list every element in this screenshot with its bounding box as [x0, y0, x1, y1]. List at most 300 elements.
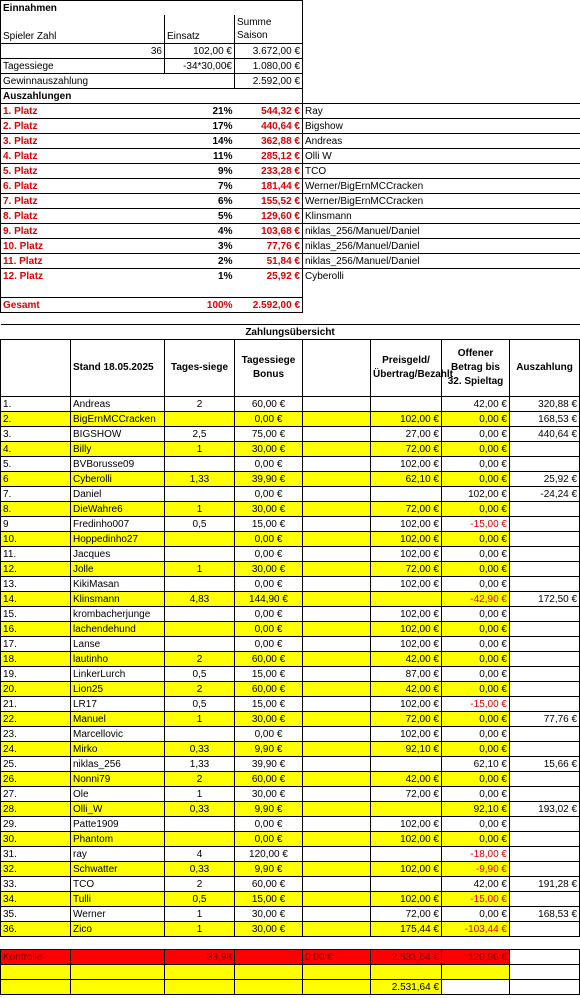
player-name: Schwatter: [71, 862, 165, 877]
row-number: 21.: [1, 697, 71, 712]
platz-betrag: 77,76 €: [235, 239, 303, 254]
preisgeld-value: 102,00 €: [371, 727, 442, 742]
platz-label: 6. Platz: [1, 179, 71, 194]
platz-label: 1. Platz: [1, 104, 71, 119]
bonus-value: 30,00 €: [235, 712, 303, 727]
offen-value: 92,10 €: [442, 802, 510, 817]
kontrolle-tagessiege: 33,98: [165, 950, 235, 965]
preisgeld-value: [371, 802, 442, 817]
einsatz-value: 102,00 €: [165, 44, 235, 59]
auszahlung-value: [510, 637, 580, 652]
bonus-value: 9,90 €: [235, 742, 303, 757]
offen-value: 0,00 €: [442, 652, 510, 667]
tagessiege-count: [165, 727, 235, 742]
preisgeld-value: [371, 592, 442, 607]
auszahlung-value: [510, 862, 580, 877]
auszahlung-value: 25,92 €: [510, 472, 580, 487]
preisgeld-value: 102,00 €: [371, 697, 442, 712]
tagessiege-count: 2: [165, 652, 235, 667]
bonus-value: 0,00 €: [235, 832, 303, 847]
row-number: 19.: [1, 667, 71, 682]
offen-value: 0,00 €: [442, 907, 510, 922]
auszahlung-value: [510, 442, 580, 457]
platz-name: Andreas: [303, 134, 580, 149]
table-row: [1, 607, 580, 622]
gewinnauszahlung-label: Gewinnauszahlung: [1, 74, 165, 89]
tagessiege-count: 2: [165, 877, 235, 892]
offen-value: 0,00 €: [442, 562, 510, 577]
platz-name: niklas_256/Manuel/Daniel: [303, 224, 580, 239]
offen-value: 0,00 €: [442, 787, 510, 802]
platz-betrag: 233,28 €: [235, 164, 303, 179]
row-number: 30.: [1, 832, 71, 847]
table-row: [1, 427, 580, 442]
platz-name: niklas_256/Manuel/Daniel: [303, 239, 580, 254]
bonus-value: 0,00 €: [235, 547, 303, 562]
table-row: [1, 577, 580, 592]
bonus-value: 9,90 €: [235, 862, 303, 877]
preisgeld-value: 87,00 €: [371, 667, 442, 682]
row-number: 2.: [1, 412, 71, 427]
table-row: [1, 457, 580, 472]
preisgeld-value: 92,10 €: [371, 742, 442, 757]
bonus-value: 0,00 €: [235, 817, 303, 832]
offen-value: 42,00 €: [442, 397, 510, 412]
tagessiege-count: [165, 832, 235, 847]
platz-label: 5. Platz: [1, 164, 71, 179]
player-name: Hoppedinho27: [71, 532, 165, 547]
row-number: 8.: [1, 502, 71, 517]
header-stand: Stand 18.05.2025: [71, 340, 165, 397]
row-number: 18.: [1, 652, 71, 667]
bonus-value: 0,00 €: [235, 727, 303, 742]
player-name: Andreas: [71, 397, 165, 412]
preisgeld-value: [371, 757, 442, 772]
tagessiege-count: 2: [165, 682, 235, 697]
offen-value: 102,00 €: [442, 487, 510, 502]
platz-name: Cyberolli: [303, 269, 580, 284]
tagessiege-count: 1,33: [165, 757, 235, 772]
row-number: 31.: [1, 847, 71, 862]
table-row: [1, 412, 580, 427]
auszahlung-row: [1, 209, 580, 224]
row-number: 10.: [1, 532, 71, 547]
player-name: ray: [71, 847, 165, 862]
player-name: Mirko: [71, 742, 165, 757]
platz-label: 11. Platz: [1, 254, 71, 269]
tagessiege-count: [165, 532, 235, 547]
auszahlung-value: [510, 562, 580, 577]
table-row: [1, 487, 580, 502]
header-tagessiege: Tages-siege: [165, 340, 235, 397]
player-name: Manuel: [71, 712, 165, 727]
tagessiege-count: [165, 607, 235, 622]
row-number: 9: [1, 517, 71, 532]
tagessiege-count: 0,5: [165, 697, 235, 712]
table-row: [1, 667, 580, 682]
tagessiege-count: [165, 622, 235, 637]
player-name: DieWahre6: [71, 502, 165, 517]
offen-value: 62,10 €: [442, 757, 510, 772]
gesamt-pct: 100%: [165, 298, 235, 313]
auszahlung-value: [510, 772, 580, 787]
auszahlung-row: [1, 179, 580, 194]
tagessiege-count: 4,83: [165, 592, 235, 607]
player-name: Ole: [71, 787, 165, 802]
tagessiege-label: Tagessiege: [1, 59, 71, 74]
header-auszahlung: Auszahlung: [510, 340, 580, 397]
auszahlung-value: 440,64 €: [510, 427, 580, 442]
bonus-value: 0,00 €: [235, 637, 303, 652]
offen-value: 0,00 €: [442, 547, 510, 562]
player-name: LR17: [71, 697, 165, 712]
row-number: 24.: [1, 742, 71, 757]
tagessiege-count: 4: [165, 847, 235, 862]
table-row: [1, 772, 580, 787]
player-name: Phantom: [71, 832, 165, 847]
gesamt-betrag: 2.592,00 €: [235, 298, 303, 313]
row-number: 27.: [1, 787, 71, 802]
table-row: [1, 532, 580, 547]
gesamt-label: Gesamt: [1, 298, 71, 313]
bonus-value: 9,90 €: [235, 802, 303, 817]
table-row: [1, 892, 580, 907]
offen-value: 0,00 €: [442, 817, 510, 832]
preisgeld-value: [371, 877, 442, 892]
spieler-zahl-value: 36: [1, 44, 165, 59]
row-number: 4.: [1, 442, 71, 457]
player-name: BIGSHOW: [71, 427, 165, 442]
auszahlung-value: [510, 817, 580, 832]
table-row: [1, 787, 580, 802]
zahlungsuebersicht-table: [0, 324, 580, 995]
row-number: 29.: [1, 817, 71, 832]
auszahlung-value: 168,53 €: [510, 412, 580, 427]
player-name: BVBorusse09: [71, 457, 165, 472]
platz-betrag: 129,60 €: [235, 209, 303, 224]
platz-betrag: 544,32 €: [235, 104, 303, 119]
offen-value: -18,00 €: [442, 847, 510, 862]
preisgeld-value: 102,00 €: [371, 862, 442, 877]
bonus-value: 60,00 €: [235, 772, 303, 787]
preisgeld-value: 102,00 €: [371, 532, 442, 547]
auszahlung-value: -24,24 €: [510, 487, 580, 502]
offen-value: 0,00 €: [442, 412, 510, 427]
summe-value: 3.672,00 €: [235, 44, 303, 59]
bonus-value: 30,00 €: [235, 907, 303, 922]
offen-value: 0,00 €: [442, 607, 510, 622]
row-number: 32.: [1, 862, 71, 877]
player-name: lautinho: [71, 652, 165, 667]
player-name: Billy: [71, 442, 165, 457]
player-name: Lanse: [71, 637, 165, 652]
player-name: LinkerLurch: [71, 667, 165, 682]
auszahlung-value: 191,28 €: [510, 877, 580, 892]
auszahlung-value: [510, 502, 580, 517]
auszahlung-row: [1, 254, 580, 269]
tagessiege-count: [165, 412, 235, 427]
bonus-value: 15,00 €: [235, 517, 303, 532]
table-row: [1, 712, 580, 727]
gewinnauszahlung-value: 2.592,00 €: [235, 74, 303, 89]
zahlungsuebersicht-title: Zahlungsübersicht: [1, 325, 580, 340]
player-name: krombacherjunge: [71, 607, 165, 622]
bonus-value: 30,00 €: [235, 442, 303, 457]
preisgeld-value: 102,00 €: [371, 637, 442, 652]
player-name: Cyberolli: [71, 472, 165, 487]
row-number: 17.: [1, 637, 71, 652]
platz-betrag: 285,12 €: [235, 149, 303, 164]
platz-name: Klinsmann: [303, 209, 580, 224]
player-name: Zico: [71, 922, 165, 937]
player-name: Jolle: [71, 562, 165, 577]
header-offener-betrag: Offener Betrag bis 32. Spieltag: [442, 340, 510, 397]
table-row: [1, 472, 580, 487]
platz-name: Ray: [303, 104, 580, 119]
tagessiege-count: [165, 577, 235, 592]
tagessiege-count: 0,5: [165, 667, 235, 682]
auszahlung-row: [1, 164, 580, 179]
kontrolle-preisgeld: 2.531,64 €: [371, 950, 442, 965]
bonus-value: 0,00 €: [235, 607, 303, 622]
platz-betrag: 362,88 €: [235, 134, 303, 149]
row-number: 16.: [1, 622, 71, 637]
player-name: Olli_W: [71, 802, 165, 817]
offen-value: -15,00 €: [442, 892, 510, 907]
table-row: [1, 697, 580, 712]
player-name: Klinsmann: [71, 592, 165, 607]
auszahlung-value: [510, 577, 580, 592]
preisgeld-value: 102,00 €: [371, 577, 442, 592]
offen-value: 42,00 €: [442, 877, 510, 892]
tagessiege-count: 0,5: [165, 517, 235, 532]
auszahlung-value: [510, 652, 580, 667]
auszahlungen-list: [1, 104, 580, 284]
bonus-value: 15,00 €: [235, 667, 303, 682]
platz-label: 12. Platz: [1, 269, 71, 284]
row-number: 20.: [1, 682, 71, 697]
bonus-value: 0,00 €: [235, 622, 303, 637]
preisgeld-value: 102,00 €: [371, 892, 442, 907]
platz-label: 3. Platz: [1, 134, 71, 149]
preisgeld-value: 102,00 €: [371, 622, 442, 637]
platz-name: niklas_256/Manuel/Daniel: [303, 254, 580, 269]
tagessiege-count: [165, 637, 235, 652]
platz-percent: 14%: [165, 134, 235, 149]
preisgeld-value: 72,00 €: [371, 502, 442, 517]
bonus-value: 15,00 €: [235, 892, 303, 907]
tagessiege-count: 0,33: [165, 742, 235, 757]
tagessiege-count: 0,5: [165, 892, 235, 907]
tagessiege-count: [165, 817, 235, 832]
row-number: 11.: [1, 547, 71, 562]
tagessiege-count: 1: [165, 907, 235, 922]
offen-value: 0,00 €: [442, 772, 510, 787]
table-row: [1, 832, 580, 847]
table-row: [1, 802, 580, 817]
row-number: 6: [1, 472, 71, 487]
offen-value: 0,00 €: [442, 727, 510, 742]
preisgeld-value: 72,00 €: [371, 712, 442, 727]
preisgeld-value: [371, 487, 442, 502]
bonus-value: 0,00 €: [235, 577, 303, 592]
auszahlung-row: [1, 239, 580, 254]
bonus-value: 60,00 €: [235, 682, 303, 697]
einnahmen-auszahlungen-table: [0, 0, 580, 313]
offen-value: 0,00 €: [442, 502, 510, 517]
platz-name: Werner/BigErnMCCracken: [303, 179, 580, 194]
platz-label: 7. Platz: [1, 194, 71, 209]
tagessiege-count: 1: [165, 787, 235, 802]
offen-value: -42,90 €: [442, 592, 510, 607]
platz-name: Bigshow: [303, 119, 580, 134]
offen-value: 0,00 €: [442, 472, 510, 487]
zahlung-rows: [1, 397, 580, 937]
table-row: [1, 742, 580, 757]
preisgeld-value: 102,00 €: [371, 457, 442, 472]
platz-name: Werner/BigErnMCCracken: [303, 194, 580, 209]
platz-name: TCO: [303, 164, 580, 179]
table-row: [1, 592, 580, 607]
auszahlung-value: 77,76 €: [510, 712, 580, 727]
platz-percent: 1%: [165, 269, 235, 284]
row-number: 14.: [1, 592, 71, 607]
table-row: [1, 877, 580, 892]
preisgeld-value: [371, 397, 442, 412]
bonus-value: 60,00 €: [235, 652, 303, 667]
preisgeld-value: 42,00 €: [371, 652, 442, 667]
auszahlung-value: [510, 892, 580, 907]
table-row: [1, 652, 580, 667]
preisgeld-value: 102,00 €: [371, 607, 442, 622]
table-row: [1, 682, 580, 697]
offen-value: -103,44 €: [442, 922, 510, 937]
bonus-value: 120,00 €: [235, 847, 303, 862]
bonus-value: 60,00 €: [235, 877, 303, 892]
auszahlung-value: 168,53 €: [510, 907, 580, 922]
table-row: [1, 862, 580, 877]
preisgeld-value: 27,00 €: [371, 427, 442, 442]
row-number: 7.: [1, 487, 71, 502]
offen-value: -9,90 €: [442, 862, 510, 877]
auszahlung-value: 320,88 €: [510, 397, 580, 412]
table-row: [1, 547, 580, 562]
row-number: 22.: [1, 712, 71, 727]
preisgeld-value: 62,10 €: [371, 472, 442, 487]
row-number: 28.: [1, 802, 71, 817]
player-name: niklas_256: [71, 757, 165, 772]
platz-percent: 21%: [165, 104, 235, 119]
row-number: 26.: [1, 772, 71, 787]
preisgeld-value: 102,00 €: [371, 832, 442, 847]
player-name: Patte1909: [71, 817, 165, 832]
preisgeld-value: 42,00 €: [371, 682, 442, 697]
preisgeld-value: [371, 847, 442, 862]
table-row: [1, 637, 580, 652]
table-row: [1, 442, 580, 457]
platz-betrag: 103,68 €: [235, 224, 303, 239]
auszahlung-value: [510, 547, 580, 562]
auszahlung-value: [510, 607, 580, 622]
auszahlung-row: [1, 224, 580, 239]
offen-value: 0,00 €: [442, 637, 510, 652]
tagessiege-count: 0,33: [165, 862, 235, 877]
row-number: 23.: [1, 727, 71, 742]
tagessiege-count: 1,33: [165, 472, 235, 487]
bonus-value: 60,00 €: [235, 397, 303, 412]
tagessiege-count: 1: [165, 502, 235, 517]
auszahlung-value: [510, 517, 580, 532]
offen-value: -15,00 €: [442, 517, 510, 532]
table-row: [1, 922, 580, 937]
player-name: lachendehund: [71, 622, 165, 637]
platz-betrag: 440,64 €: [235, 119, 303, 134]
bonus-value: 0,00 €: [235, 457, 303, 472]
bonus-value: 144,90 €: [235, 592, 303, 607]
table-row: [1, 757, 580, 772]
preisgeld-value: 102,00 €: [371, 547, 442, 562]
player-name: Lion25: [71, 682, 165, 697]
bonus-value: 39,90 €: [235, 757, 303, 772]
bonus-value: 30,00 €: [235, 787, 303, 802]
preisgeld-value: 72,00 €: [371, 442, 442, 457]
player-name: Marcellovic: [71, 727, 165, 742]
player-name: Tulli: [71, 892, 165, 907]
tagessiege-summe-value: 1.080,00 €: [235, 59, 303, 74]
auszahlung-value: [510, 787, 580, 802]
platz-percent: 3%: [165, 239, 235, 254]
platz-betrag: 51,84 €: [235, 254, 303, 269]
row-number: 34.: [1, 892, 71, 907]
table-row: [1, 397, 580, 412]
platz-betrag: 155,52 €: [235, 194, 303, 209]
auszahlung-value: [510, 457, 580, 472]
table-row: [1, 517, 580, 532]
header-summe-saison: Summe Saison: [235, 15, 303, 44]
player-name: Nonni79: [71, 772, 165, 787]
auszahlung-row: [1, 119, 580, 134]
offen-value: 0,00 €: [442, 427, 510, 442]
platz-betrag: 181,44 €: [235, 179, 303, 194]
header-einsatz: Einsatz: [165, 15, 235, 44]
player-name: Daniel: [71, 487, 165, 502]
platz-percent: 17%: [165, 119, 235, 134]
tagessiege-count: 2,5: [165, 427, 235, 442]
platz-label: 9. Platz: [1, 224, 71, 239]
preisgeld-value: 72,00 €: [371, 907, 442, 922]
tagessiege-count: 1: [165, 922, 235, 937]
bonus-value: 0,00 €: [235, 532, 303, 547]
platz-label: 10. Platz: [1, 239, 71, 254]
preisgeld-value: 72,00 €: [371, 787, 442, 802]
auszahlung-value: [510, 832, 580, 847]
offen-value: 0,00 €: [442, 442, 510, 457]
platz-name: Olli W: [303, 149, 580, 164]
offen-value: 0,00 €: [442, 622, 510, 637]
player-name: Fredinho007: [71, 517, 165, 532]
preisgeld-value: 102,00 €: [371, 412, 442, 427]
offen-value: 0,00 €: [442, 682, 510, 697]
table-row: [1, 907, 580, 922]
auszahlung-value: [510, 727, 580, 742]
auszahlung-value: 15,66 €: [510, 757, 580, 772]
einnahmen-title: Einnahmen: [1, 1, 165, 16]
offen-value: 0,00 €: [442, 832, 510, 847]
auszahlung-value: 172,50 €: [510, 592, 580, 607]
platz-percent: 2%: [165, 254, 235, 269]
tagessiege-count: [165, 547, 235, 562]
offen-value: 0,00 €: [442, 532, 510, 547]
